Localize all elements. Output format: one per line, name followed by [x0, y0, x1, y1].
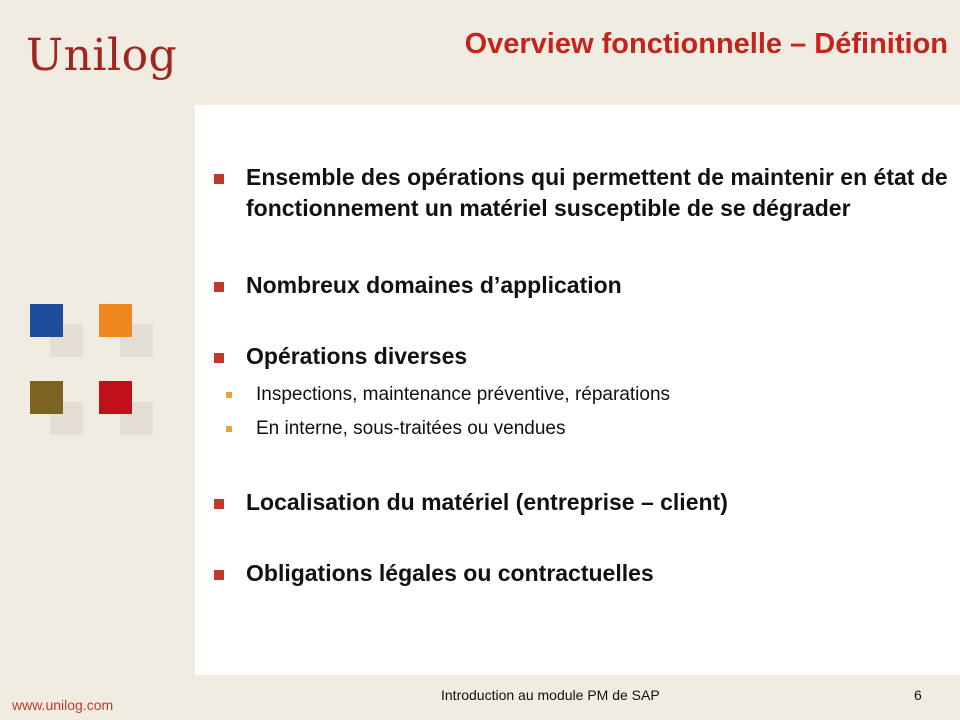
bullet-item [214, 341, 954, 372]
bullet-marker-icon [214, 282, 224, 292]
sub-bullet-text: Inspections, maintenance préventive, réparations [256, 384, 671, 405]
bullet-item [214, 558, 954, 589]
sub-bullet-text: En interne, sous-traitées ou vendues [256, 418, 566, 439]
bullet-marker-icon [214, 174, 224, 184]
bullet-marker-icon [214, 570, 224, 580]
sub-bullet-marker-icon [226, 392, 232, 398]
logo: Unilog [26, 30, 178, 81]
bullet-text: Opérations diverses [246, 343, 468, 369]
footer-title: Introduction au module PM de SAP [441, 687, 660, 703]
bullet-text: Localisation du matériel (entreprise – client) [246, 489, 728, 515]
orange-square [99, 304, 132, 337]
bullet-item [214, 270, 954, 301]
bullet-item [214, 487, 954, 518]
sub-bullet-marker-icon [226, 426, 232, 432]
page-number: 6 [914, 687, 922, 703]
bullet-text: Nombreux domaines d’application [246, 272, 622, 298]
bullet-marker-icon [214, 499, 224, 509]
bullet-text: Ensemble des opérations qui permettent de maintenir en état de fonctionnement un matériel susceptible de se dégrader [246, 164, 948, 221]
blue-square [30, 304, 63, 337]
bullet-text: Obligations légales ou contractuelles [246, 560, 654, 586]
footer-url[interactable]: www.unilog.com [12, 697, 114, 713]
bullet-item [214, 162, 954, 224]
bullet-list [214, 162, 954, 589]
olive-square [30, 381, 63, 414]
sub-bullet-item [214, 382, 954, 408]
slide-title: Overview fonctionnelle – Définition [464, 28, 948, 60]
bullet-marker-icon [214, 353, 224, 363]
red-square [99, 381, 132, 414]
sub-bullet-item [214, 416, 954, 442]
